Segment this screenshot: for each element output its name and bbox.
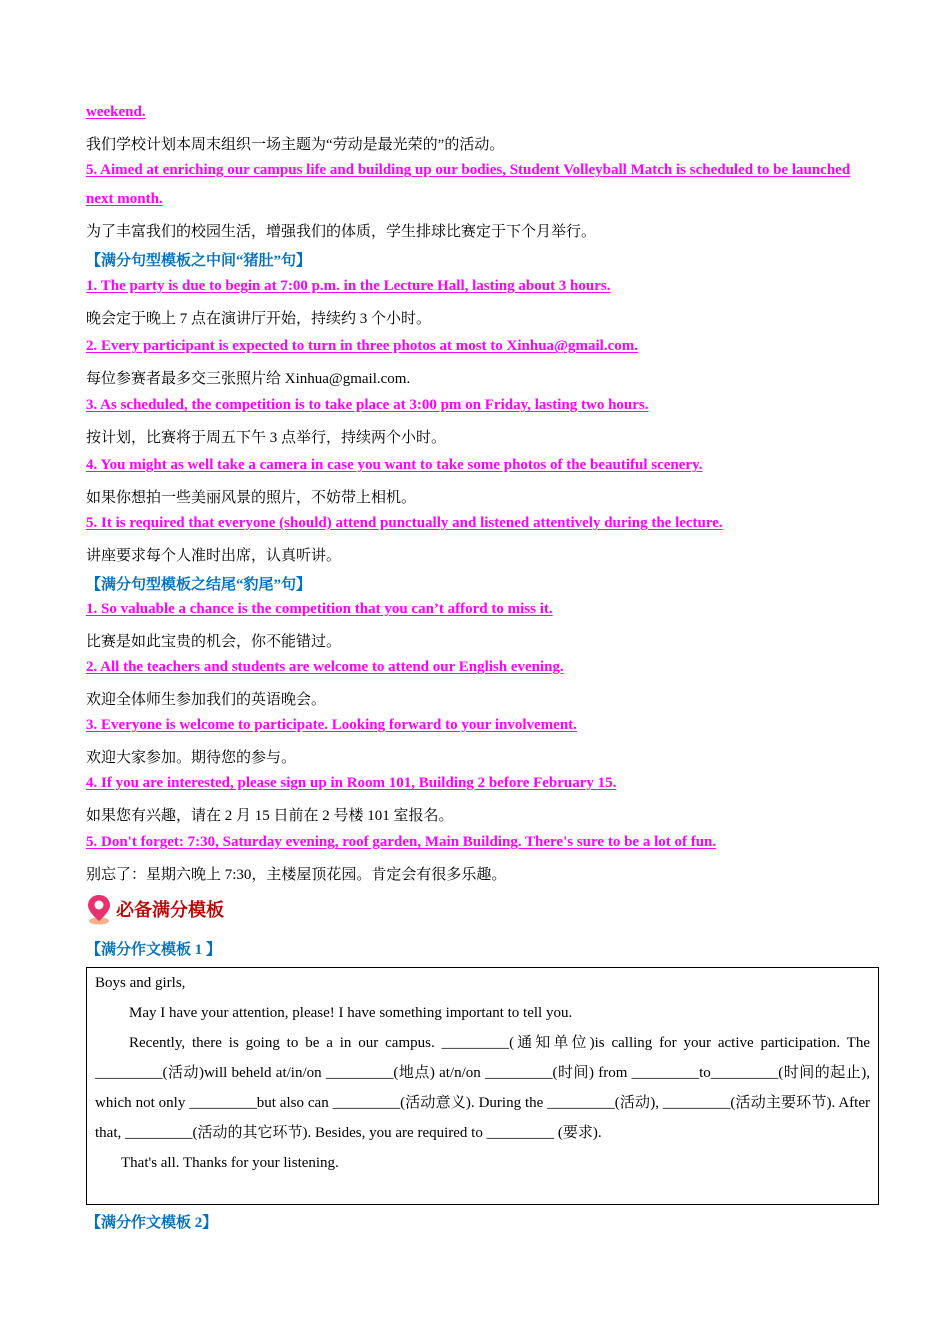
ending-translation-5: 别忘了：星期六晚上 7:30，主楼屋顶花园。肯定会有很多乐趣。 <box>86 867 507 883</box>
ending-translation-3: 欢迎大家参加。期待您的参与。 <box>86 750 297 766</box>
template-greeting: Boys and girls, <box>95 975 186 991</box>
template-2-heading: 【满分作文模板 2】 <box>86 1215 218 1231</box>
ending-translation-4: 如果您有兴趣，请在 2 月 15 日前在 2 号楼 101 室报名。 <box>86 808 454 824</box>
middle-sentence-4: 4. You might as well take a camera in case you want to take some photos of the beautiful scenery. <box>86 457 703 473</box>
ending-translation-2: 欢迎全体师生参加我们的英语晚会。 <box>86 692 327 708</box>
sentence-5-opening: 5. Aimed at enriching our campus life and building up our bodies, Student Volleyball Match is scheduled to be launched next month. <box>86 162 851 207</box>
ending-sentence-3: 3. Everyone is welcome to participate. Looking forward to your involvement. <box>86 717 577 733</box>
template-paragraph-1: May I have your attention, please! I have something important to tell you. <box>129 1005 573 1021</box>
middle-translation-4: 如果你想拍一些美丽风景的照片，不妨带上相机。 <box>86 490 417 506</box>
sentence-translation: 我们学校计划本周末组织一场主题为“劳动是最光荣的”的活动。 <box>86 137 505 153</box>
template-paragraph-2: Recently, there is going to be a in our campus. _________(通知单位)is calling for your active participation. The _________(活动)will beheld at/in/on _________(地点) at/n/on _________(时间) from _________to_________(时间的起止), which not only _________but also can _________(活动意义). During the _________(活动), _________(活动主要环节). After that, _________(活动的其它环节). Besides, you are required to _________ (要求). <box>95 1035 870 1141</box>
map-pin-icon <box>86 893 112 925</box>
ending-sentence-1: 1. So valuable a chance is the competition that you can’t afford to miss it. <box>86 601 553 617</box>
ending-sentence-2: 2. All the teachers and students are welcome to attend our English evening. <box>86 659 564 675</box>
template-1-box <box>86 967 879 1205</box>
middle-sentence-1: 1. The party is due to begin at 7:00 p.m. in the Lecture Hall, lasting about 3 hours. <box>86 278 611 294</box>
middle-translation-1: 晚会定于晚上 7 点在演讲厅开始，持续约 3 个小时。 <box>86 311 432 327</box>
sentence-5-translation: 为了丰富我们的校园生活，增强我们的体质，学生排球比赛定于下个月举行。 <box>86 224 597 240</box>
ending-sentence-5: 5. Don't forget: 7:30, Saturday evening, roof garden, Main Building. There's sure to be a lot of fun. <box>86 834 717 850</box>
ending-translation-1: 比赛是如此宝贵的机会，你不能错过。 <box>86 634 342 650</box>
middle-sentence-3: 3. As scheduled, the competition is to take place at 3:00 pm on Friday, lasting two hours. <box>86 397 649 413</box>
section-title <box>86 893 224 925</box>
middle-sentence-2: 2. Every participant is expected to turn in three photos at most to Xinhua@gmail.com. <box>86 338 638 354</box>
template-closing: That's all. Thanks for your listening. <box>121 1155 339 1171</box>
section-title-text: 必备满分模板 <box>116 900 224 920</box>
middle-sentence-5: 5. It is required that everyone (should) attend punctually and listened attentively during the lecture. <box>86 515 723 531</box>
middle-heading: 【满分句型模板之中间“猪肚”句】 <box>86 253 312 269</box>
middle-translation-2: 每位参赛者最多交三张照片给 Xinhua@gmail.com. <box>86 371 411 387</box>
ending-sentence-4: 4. If you are interested, please sign up in Room 101, Building 2 before February 15. <box>86 775 617 791</box>
middle-translation-3: 按计划，比赛将于周五下午 3 点举行，持续两个小时。 <box>86 430 447 446</box>
ending-heading: 【满分句型模板之结尾“豹尾”句】 <box>86 577 312 593</box>
template-1-heading: 【满分作文模板 1 】 <box>86 942 222 958</box>
middle-translation-5: 讲座要求每个人准时出席，认真听讲。 <box>86 548 342 564</box>
sentence-continuation: weekend. <box>86 104 146 120</box>
